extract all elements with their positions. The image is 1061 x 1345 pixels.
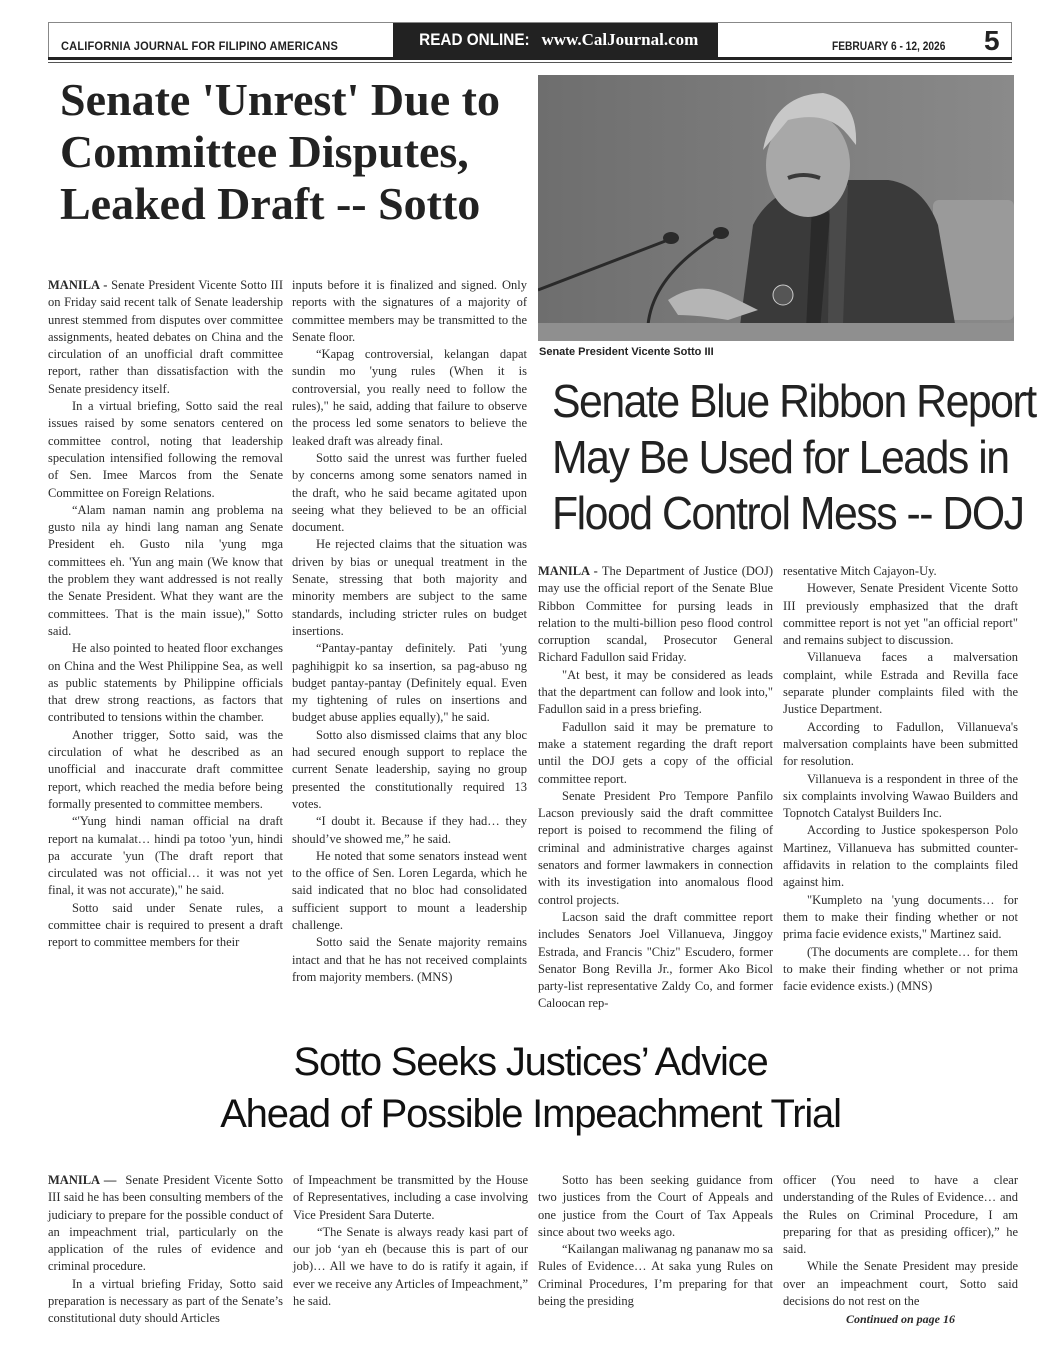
article3-paragraph-continued: officer (You need to have a clear understanding of the Rules of Evidence… and the Rules on Criminal Procedure, I am preparing for that as presiding officer),” he said. [783, 1173, 1018, 1257]
article3-paragraph: MANILA — Senate President Vicente Sotto III said he has been consulting members of the judiciary to prepare for the possible conduct of an impeachment trial, particularly on the application of the rules of evidence and criminal procedure. [48, 1173, 283, 1274]
article1-paragraph: Sotto said under Senate rules, a committee chair is required to present a draft report to committee members for their [48, 900, 283, 950]
article1-dateline: MANILA - [48, 278, 108, 292]
article3-headline-line-2: Ahead of Possible Impeachment Trial [220, 1092, 841, 1136]
article1-paragraph: Sotto also dismissed claims that any bloc had secured enough support to replace the current Senate leadership, saying no group presented the constitutionally required 13 votes. [292, 727, 527, 811]
article1-paragraph: Sotto said the Senate majority remains intact and that he has not received complaints from majority members. (MNS) [292, 935, 527, 984]
article2-paragraph: Fadullon said it may be premature to make a statement regarding the draft report until the DOJ gets a copy of the official committee report. [538, 719, 773, 786]
page-number: 5 [984, 25, 1000, 56]
photo-caption: Senate President Vicente Sotto III [539, 346, 714, 358]
article3-paragraph: While the Senate President may preside over an impeachment court, Sotto said decisions do not rest on the [783, 1259, 1018, 1309]
article3-column-1 [48, 1172, 283, 1328]
read-online-url[interactable]: www.CalJournal.com [541, 30, 699, 49]
article3-paragraph: Sotto has been seeking guidance from two justices from the Court of Appeals and one justice from the Court of Tax Appeals since about two weeks ago. [538, 1173, 773, 1239]
article3-paragraph: “Kailangan maliwanag ng pananaw mo sa Rules of Evidence… At saka yung Rules on Criminal Procedures, I’m preparing for that being the presiding [538, 1242, 773, 1309]
masthead [48, 22, 1012, 57]
article1-paragraph: “I doubt it. Because if they had… they should’ve showed me,” he said. [292, 814, 527, 846]
article2-paragraph: Lacson said the draft committee report includes Senators Joel Villanueva, Jinggoy Estrada, and Francis "Chiz" Escudero, former Senator Bong Revilla Jr., former Ako Bicol party-list representative Zaldy Co, and former Caloocan rep- [538, 909, 773, 1011]
article2-paragraph: "At best, it may be considered as leads that the department can follow and look into," Fadullon said in a press briefing. [538, 667, 773, 717]
article1-paragraph: He rejected claims that the situation was driven by bias or unequal treatment in the Senate, stressing that both majority and minority members are subject to the same standards, including stricter rules on budget insertions. [292, 537, 527, 638]
article2-paragraph: According to Justice spokesperson Polo Martinez, Villanueva has submitted counter-affidavits in relation to the complaints filed against him. [783, 823, 1018, 890]
issue-date: FEBRUARY 6 - 12, 2026 [832, 39, 946, 53]
article2-paragraph: Villanueva is a respondent in three of the six complaints involving Wawao Builders and Topnotch Catalyst Builders Inc. [783, 771, 1018, 821]
article3-paragraph-continued: of Impeachment be transmitted by the House of Representatives, including a case involving Vice President Sara Duterte. [293, 1173, 528, 1222]
article2-headline [552, 373, 1036, 541]
masthead-rule-thin [48, 62, 1012, 63]
article2-paragraph: According to Fadullon, Villanueva's malversation complaints have been submitted for resolution. [783, 719, 1018, 769]
read-online-banner[interactable] [393, 23, 718, 57]
article1-paragraph: “Pantay-pantay definitely. Pati 'yung paghihigpit ko sa insertion, sa pag-abuso ng budget pantay-pantay (Definitely equal. Even my tightening of rules on insertions and budget abuse applies equally)," he said. [292, 641, 527, 725]
article1-paragraph: He noted that some senators instead went to the office of Sen. Loren Legarda, which he said indicated that no bloc had consolidated sufficient support to mount a leadership challenge. [292, 848, 527, 932]
article1-paragraph: MANILA - Senate President Vicente Sotto III on Friday said recent talk of Senate leadership unrest stemmed from disputes over committee assignments, heated debates on China and the circulation of an unofficial draft committee report, rather than dissatisfaction with the Senate presidency itself. [48, 278, 283, 396]
article1-paragraph: “'Yung hindi naman official na draft report na kumalat… hindi pa totoo 'yun, hindi pa accurate 'yun (The draft report that circulated was not official… it was not yet final, it was not accurate)," he said. [48, 814, 283, 898]
article1-paragraph: “Kapag controversial, kelangan dapat sundin mo 'yung rules (When it is controversial, you really need to follow the rules)," he said, adding that failure to observe the process led some senators to believe the leaked draft was already final. [292, 347, 527, 448]
article2-paragraph: MANILA - The Department of Justice (DOJ) may use the official report of the Senate Blue Ribbon Committee for pursing leads in relation to the multi-billion peso flood control corruption scandal, Prosecutor General Richard Fadullon said Friday. [538, 564, 773, 665]
article1-paragraph: He also pointed to heated floor exchanges on China and the West Philippine Sea, as well as public statements by Philippine officials that drew strong reactions, as factors that contributed to tensions within the chamber. [48, 641, 283, 725]
publication-name: CALIFORNIA JOURNAL FOR FILIPINO AMERICANS [61, 39, 339, 53]
article2-headline-line: May Be Used for Leads in [552, 431, 1009, 483]
article2-dateline: MANILA - [538, 564, 598, 578]
article1-paragraph: In a virtual briefing, Sotto said the real issues raised by some senators centered on committee control, noting that leadership speculation intensified following the removal of Sen. Imee Marcos from the Senate Committee on Foreign Relations. [48, 399, 283, 500]
article1-paragraph: Another trigger, Sotto said, was the circulation of what he described as an unofficial and inaccurate draft committee report, which reached the media before being formally presented to committee members. [48, 727, 283, 811]
article2-paragraph: Villanueva faces a malversation complaint, while Estrada and Revilla face separate plunder complaints filed with the Justice Department. [783, 650, 1018, 717]
article3-column-3 [538, 1172, 773, 1310]
photo-illustration [538, 75, 1014, 341]
article3-paragraph: “The Senate is always ready kasi part of our job ‘yan eh (because this is part of our job)… All we have to do is ratify it again, if ever we receive any Articles of Impeachment,” he said. [293, 1224, 528, 1309]
masthead-rule-thick [48, 57, 1012, 60]
article3-dateline: MANILA — [48, 1173, 117, 1187]
article2-paragraph: Senate President Pro Tempore Panfilo Lacson previously said the draft committee report is poised to recommend the filing of criminal and administrative charges against senators and former lawmakers in connection with its investigation into anomalous flood control projects. [538, 788, 773, 907]
continued-on-page-link[interactable]: Continued on page 16 [845, 1312, 956, 1327]
article2-paragraph-continued: resentative Mitch Cajayon-Uy. [783, 564, 937, 578]
article3-headline-line-1: Sotto Seeks Justices’ Advice [293, 1040, 768, 1084]
article1-paragraph: Sotto said the unrest was further fueled by concerns among some senators named in the draft, who he said became agitated upon seeing what they believed to be an official document. [292, 450, 527, 535]
article1-column-2 [292, 277, 527, 986]
article3-column-4 [783, 1172, 1018, 1329]
article2-headline-line: Senate Blue Ribbon Report [552, 375, 1036, 427]
article3-headline [0, 1036, 1061, 1140]
article1-paragraph: “Alam naman namin ang problema na gusto nila ay hindi lang naman ang Senate President eh. Gusto nila 'yung mga committees eh. 'Yun ang main (We know that the problem they want addressed is not really the Senate President. What they want are the committees. That is the main issue)," Sotto said. [48, 502, 283, 638]
article2-column-2 [783, 563, 1018, 995]
article1-paragraph-continued: inputs before it is finalized and signed. Only reports with the signatures of a majority of committee members may be transmitted to the Senate floor. [292, 278, 527, 344]
article1-headline: Senate 'Unrest' Due to Committee Disputes, Leaked Draft -- Sotto [60, 74, 500, 229]
article3-column-2 [293, 1172, 528, 1310]
article2-paragraph: However, Senate President Vicente Sotto III previously emphasized that the draft committee report is not yet "an official report" and remains subject to discussion. [783, 581, 1018, 648]
article2-paragraph: "Kumpleto na 'yung documents… for them to make their finding whether or not prima facie evidence exists," Martinez said. [783, 892, 1018, 942]
read-online-label: READ ONLINE: [418, 30, 530, 49]
article2-paragraph: (The documents are complete… for them to make their finding whether or not prima facie evidence exists.) (MNS) [783, 944, 1018, 994]
senate-president-photo [538, 75, 1014, 341]
article3-paragraph: In a virtual briefing Friday, Sotto said preparation is necessary as part of the Senate’s constitutional duty should Articles [48, 1276, 283, 1326]
article2-headline-line: Flood Control Mess -- DOJ [552, 487, 1024, 539]
article2-column-1 [538, 563, 773, 1013]
article1-column-1 [48, 277, 283, 952]
